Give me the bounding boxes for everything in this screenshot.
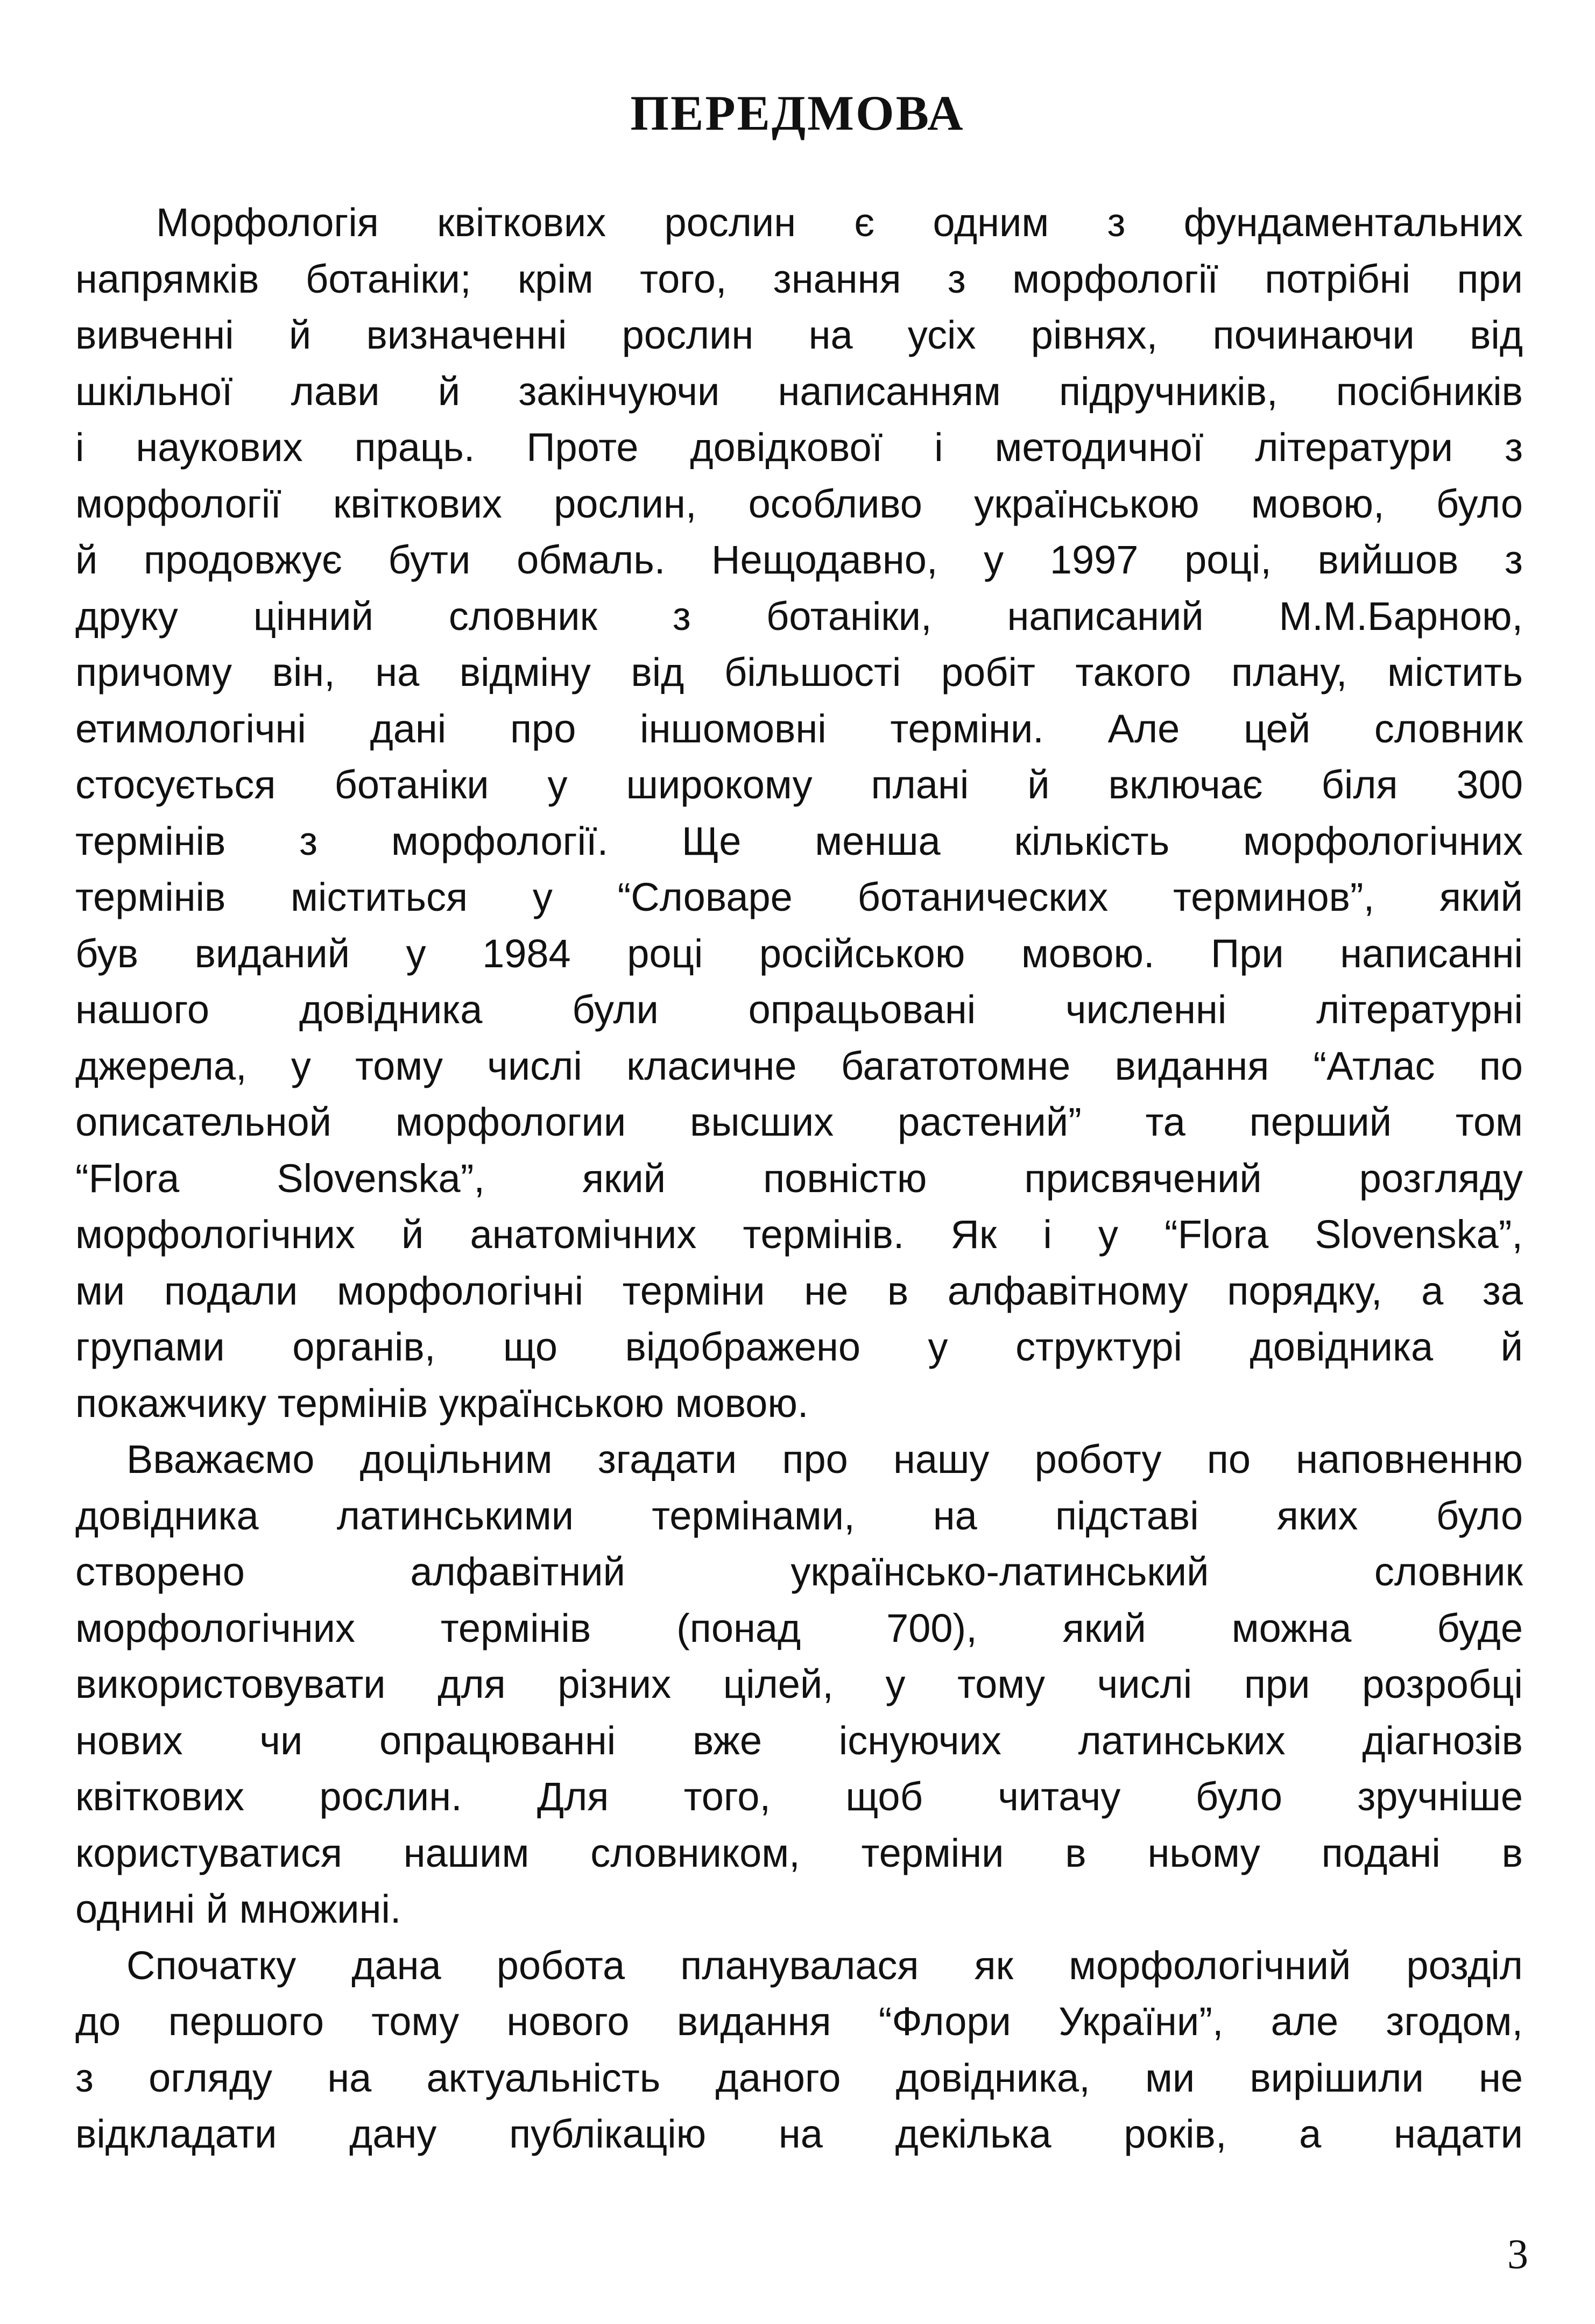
text-line: нашого довідника були опрацьовані численні літературні (75, 987, 1523, 1032)
text-line: стосується ботаніки у широкому плані й включає біля 300 (75, 762, 1523, 807)
text-line: групами органів, що відображено у структурі довідника й (75, 1324, 1523, 1369)
text-line: відкладати дану публікацію на декілька років, а надати (75, 2112, 1523, 2156)
text-line: описательной морфологии высших растений” та перший том (75, 1100, 1523, 1144)
text-line: був виданий у 1984 році російською мовою. При написанні (75, 931, 1523, 976)
text-line: друку цінний словник з ботаніки, написаний М.М.Барною, (75, 593, 1523, 639)
text-line: користуватися нашим словником, терміни в ньому подані в (75, 1830, 1523, 1875)
paragraph-1 (75, 195, 1523, 1432)
text-line: шкільної лави й закінчуючи написанням підручників, посібників (75, 369, 1523, 414)
text-line: покажчику термінів українською мовою. (75, 1380, 809, 1426)
text-line: морфології квіткових рослин, особливо українською мовою, було (75, 481, 1523, 526)
text-line: з огляду на актуальність даного довідника, ми вирішили не (75, 2055, 1523, 2100)
text-line: і наукових праць. Проте довідкової і методичної літератури з (75, 425, 1523, 470)
text-line: ми подали морфологічні терміни не в алфавітному порядку, а за (75, 1268, 1523, 1313)
text-line: напрямків ботаніки; крім того, знання з морфології потрібні при (75, 256, 1523, 301)
text-line: термінів міститься у “Словаре ботанических терминов”, який (75, 875, 1523, 919)
text-line: Вважаємо доцільним згадати про нашу роботу по наповненню (126, 1437, 1523, 1482)
text-line: етимологічні дані про іншомовні терміни. Але цей словник (75, 706, 1523, 751)
text-line: квіткових рослин. Для того, щоб читачу було зручніше (75, 1774, 1523, 1819)
text-line: вивченні й визначенні рослин на усіх рівнях, починаючи від (75, 313, 1523, 357)
paragraph-3 (75, 1938, 1523, 2163)
text-line: морфологічних й анатомічних термінів. Як і у “Flora Slovenska”, (75, 1212, 1523, 1257)
text-line: й продовжує бути обмаль. Нещодавно, у 1997 році, вийшов з (75, 537, 1523, 582)
text-line: використовувати для різних цілей, у тому числі при розробці (75, 1662, 1523, 1706)
text-line: нових чи опрацюванні вже існуючих латинських діагнозів (75, 1718, 1523, 1763)
text-line: морфологічних термінів (понад 700), який можна буде (75, 1605, 1523, 1650)
page-title: ПЕРЕДМОВА (630, 86, 965, 140)
body-text (75, 195, 1523, 2163)
text-line: причому він, на відміну від більшості робіт такого плану, містить (75, 650, 1523, 695)
text-line: “Flora Slovenska”, який повністю присвячений розгляду (75, 1156, 1523, 1201)
text-line: довідника латинськими термінами, на підставі яких було (75, 1493, 1523, 1538)
text-line: однині й множині. (75, 1887, 401, 1931)
text-line: Спочатку дана робота планувалася як морфологічний розділ (126, 1943, 1523, 1988)
text-line: до першого тому нового видання “Флори України”, але згодом, (75, 1999, 1523, 2044)
text-line: джерела, у тому числі класичне багатотомне видання “Атлас по (75, 1043, 1523, 1088)
text-line: Морфологія квіткових рослин є одним з фундаментальних (156, 200, 1523, 245)
paragraph-2 (75, 1432, 1523, 1938)
page-number: 3 (1507, 2230, 1528, 2277)
text-line: термінів з морфології. Ще менша кількість морфологічних (75, 818, 1523, 863)
text-line: створено алфавітний українсько-латинський словник (75, 1549, 1523, 1594)
